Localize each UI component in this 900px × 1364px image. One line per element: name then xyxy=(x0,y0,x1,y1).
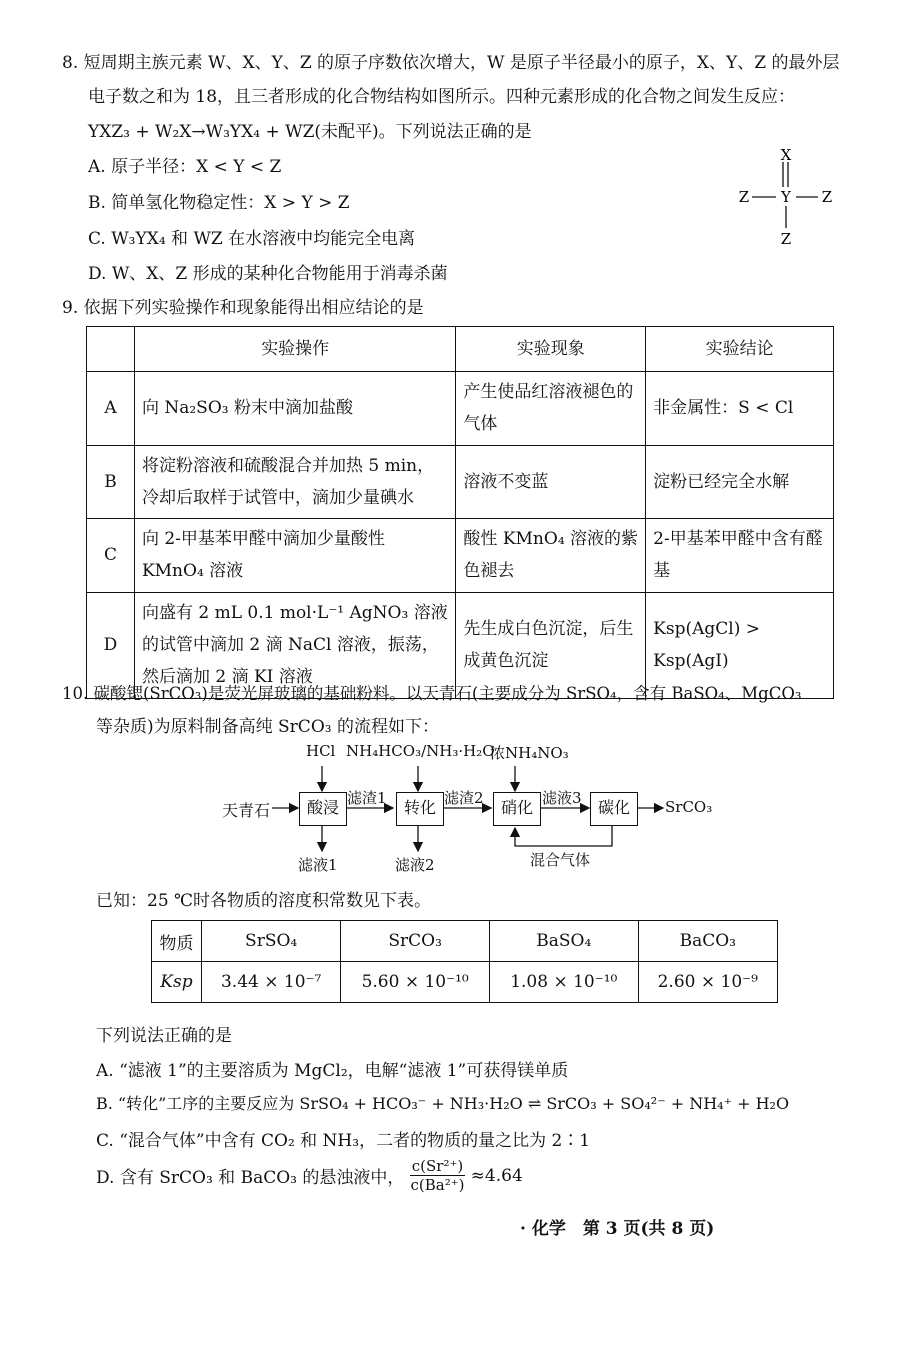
fraction-numerator: c(Sr²⁺) xyxy=(411,1157,464,1175)
q8-structure-diagram xyxy=(730,140,840,250)
q10-line2: 等杂质)为原料制备高纯 SrCO₃ 的流程如下： xyxy=(96,717,439,737)
row-key: C xyxy=(87,519,135,593)
arrow-label-residue1: 滤渣1 xyxy=(347,789,387,807)
option-d-fraction xyxy=(410,1157,465,1194)
q8-line1: 8. 短周期主族元素 W、X、Y、Z 的原子序数依次增大，W 是原子半径最小的原子，X、Y、Z 的最外层 xyxy=(62,53,840,73)
ksp-table xyxy=(151,920,778,1003)
ksp-header: 物质 xyxy=(152,921,202,962)
row-operation: 向盛有 2 mL 0.1 mol·L⁻¹ AgNO₃ 溶液的试管中滴加 2 滴 NaCl 溶液，振荡，然后滴加 2 滴 KI 溶液 xyxy=(134,592,455,698)
option-d-prefix: D. 含有 SrCO₃ 和 BaCO₃ 的悬浊液中， xyxy=(96,1168,405,1188)
box-carbonation: 碳化 xyxy=(590,792,638,826)
q8-equation: YXZ₃ + W₂X→W₃YX₄ + WZ(未配平)。下列说法正确的是 xyxy=(88,122,532,142)
table-row xyxy=(87,372,834,446)
table-row xyxy=(152,921,778,962)
table-row xyxy=(87,445,834,519)
table-header: 实验结论 xyxy=(646,327,834,372)
structure-left-atom: Z xyxy=(738,188,750,206)
ksp-header: SrCO₃ xyxy=(341,921,490,962)
row-key: D xyxy=(87,592,135,698)
q9-stem: 9. 依据下列实验操作和现象能得出相应结论的是 xyxy=(62,298,424,318)
q10-option-a: A. “滤液 1”的主要溶质为 MgCl₂，电解“滤液 1”可获得镁单质 xyxy=(96,1061,569,1081)
ksp-value: 1.08 × 10⁻¹⁰ xyxy=(489,962,638,1003)
q10-option-b: B. “转化”工序的主要反应为 SrSO₄ + HCO₃⁻ + NH₃·H₂O ⇌ SrCO₃ + SO₄²⁻ + NH₄⁺ + H₂O xyxy=(96,1094,790,1113)
row-conclusion: 2-甲基苯甲醛中含有醛基 xyxy=(646,519,834,593)
q8-option-c: C. W₃YX₄ 和 WZ 在水溶液中均能完全电离 xyxy=(88,229,416,249)
reagent-ammonium-nitrate: 浓NH₄NO₃ xyxy=(490,744,569,762)
arrow-label-residue2: 滤渣2 xyxy=(444,789,484,807)
q10-flowchart xyxy=(0,738,900,878)
output-filtrate1: 滤液1 xyxy=(298,856,338,874)
ksp-header: SrSO₄ xyxy=(201,921,340,962)
row-operation: 向 Na₂SO₃ 粉末中滴加盐酸 xyxy=(134,372,455,446)
q10-known: 已知：25 ℃时各物质的溶度积常数见下表。 xyxy=(96,891,432,911)
table-header: 实验现象 xyxy=(456,327,646,372)
row-conclusion: Ksp(AgCl) > Ksp(AgI) xyxy=(646,592,834,698)
page-footer: · 化学 第 3 页(共 8 页) xyxy=(520,1219,715,1239)
table-header-row xyxy=(87,327,834,372)
output-filtrate2: 滤液2 xyxy=(395,856,435,874)
q8-option-b: B. 简单氢化物稳定性：X > Y > Z xyxy=(88,193,350,213)
structure-bottom-atom: Z xyxy=(780,230,792,248)
row-operation: 向 2-甲基苯甲醛中滴加少量酸性 KMnO₄ 溶液 xyxy=(134,519,455,593)
q10-option-c: C. “混合气体”中含有 CO₂ 和 NH₃，二者的物质的量之比为 2∶1 xyxy=(96,1131,591,1151)
structure-center-atom: Y xyxy=(781,188,791,206)
ksp-value: 2.60 × 10⁻⁹ xyxy=(638,962,777,1003)
q10-line1: 10. 碳酸锶(SrCO₃)是荧光屏玻璃的基础粉料。以天青石(主要成分为 SrSO₄，含有 BaSO₄、MgCO₃ xyxy=(62,684,802,703)
q10-option-d xyxy=(96,1157,523,1194)
q8-option-a: A. 原子半径：X < Y < Z xyxy=(88,157,282,177)
row-phenomenon: 溶液不变蓝 xyxy=(456,445,646,519)
box-nitration: 硝化 xyxy=(493,792,541,826)
flow-start: 天青石 xyxy=(222,801,271,820)
ksp-value: 3.44 × 10⁻⁷ xyxy=(201,962,340,1003)
option-d-suffix: ≈4.64 xyxy=(470,1165,523,1186)
row-conclusion: 淀粉已经完全水解 xyxy=(646,445,834,519)
table-row xyxy=(152,962,778,1003)
row-key: A xyxy=(87,372,135,446)
row-phenomenon: 产生使品红溶液褪色的气体 xyxy=(456,372,646,446)
row-key: B xyxy=(87,445,135,519)
structure-right-atom: Z xyxy=(821,188,833,206)
box-acid-leach: 酸浸 xyxy=(299,792,347,826)
flow-product: SrCO₃ xyxy=(665,798,713,816)
q9-experiment-table xyxy=(86,326,834,699)
ksp-header: BaCO₃ xyxy=(638,921,777,962)
q10-ask: 下列说法正确的是 xyxy=(96,1026,232,1046)
reagent-ammonium-bicarbonate: NH₄HCO₃/NH₃·H₂O xyxy=(346,742,495,760)
structure-top-atom: X xyxy=(780,146,792,164)
fraction-denominator: c(Ba²⁺) xyxy=(410,1176,465,1194)
row-phenomenon: 先生成白色沉淀，后生成黄色沉淀 xyxy=(456,592,646,698)
row-operation: 将淀粉溶液和硫酸混合并加热 5 min，冷却后取样于试管中，滴加少量碘水 xyxy=(134,445,455,519)
ksp-label: Ksp xyxy=(152,962,202,1003)
table-row xyxy=(87,519,834,593)
row-conclusion: 非金属性：S < Cl xyxy=(646,372,834,446)
reagent-hcl: HCl xyxy=(306,742,336,760)
loop-mixed-gas: 混合气体 xyxy=(530,851,591,869)
arrow-label-filtrate3: 滤液3 xyxy=(542,789,582,807)
row-phenomenon: 酸性 KMnO₄ 溶液的紫色褪去 xyxy=(456,519,646,593)
ksp-value: 5.60 × 10⁻¹⁰ xyxy=(341,962,490,1003)
table-header: 实验操作 xyxy=(134,327,455,372)
ksp-header: BaSO₄ xyxy=(489,921,638,962)
q8-line2: 电子数之和为 18，且三者形成的化合物结构如图所示。四种元素形成的化合物之间发生反应： xyxy=(88,87,796,107)
q8-option-d: D. W、X、Z 形成的某种化合物能用于消毒杀菌 xyxy=(88,264,448,284)
table-header xyxy=(87,327,135,372)
box-conversion: 转化 xyxy=(396,792,444,826)
